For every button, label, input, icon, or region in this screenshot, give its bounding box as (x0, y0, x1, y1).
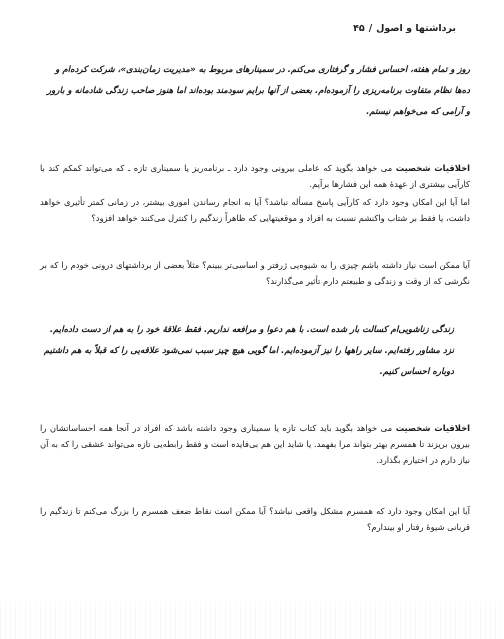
paragraph-text (40, 160, 470, 192)
paragraph-text (40, 420, 470, 469)
paragraph-text: اما آیا این امکان وجود دارد که کارآیی پاسخ مسأله نباشد؟ آیا به انجام رساندن اموری بیشتر، در زمانی کمتر تأثیری خواهد داشت، یا فقط بر شتاب واکنشم نسبت به افراد و موقعیتهایی که ظاهراً زندگیم را کنترل می‌کنند خواهد افزود؟ (40, 197, 470, 224)
paragraph-lead: اخلاقیات شخصیت (395, 163, 470, 173)
scan-artifact (0, 601, 504, 639)
paragraph-quote-2 (40, 320, 454, 383)
paragraph-body: می خواهد بگوید که عاملی بیرونی وجود دارد ـ برنامه‌ریز یا سمیناری تازه ـ که می‌تواند کمکم کند با کارآیی بیشتری از عهدهٔ همه این فشارها برآیم. (40, 163, 470, 190)
paragraph-body: می خواهد بگوید باید کتاب تازه یا سمیناری وجود داشته باشد که افراد در آنجا همه احساساتشان را بیرون بریزند تا همسرم بهتر بتواند مرا بفهمد. یا شاید این هم بی‌فایده است و فقط رابطه‌یی تازه می‌تواند عشقی را که به آن نیاز دارم در اختیارم بگذارد. (40, 423, 470, 466)
header-separator: / (368, 22, 373, 34)
paragraph-lead: اخلاقیات شخصیت (395, 423, 471, 433)
paragraph-2 (40, 160, 470, 192)
paragraph-text: زندگی زناشویی‌ام کسالت بار شده است. با هم دعوا و مرافعه نداریم. فقط علاقهٔ خود را به هم از دست داده‌ایم. نزد مشاور رفته‌ایم. سایر راهها را نیز آزموده‌ایم. اما گویی هیچ چیز سبب نمی‌شود علاقه‌یی را که قبلاً به هم داشتیم دوباره احساس کنیم. (43, 325, 454, 377)
paragraph-6 (40, 420, 470, 469)
running-title: برداشتها و اصول (376, 22, 456, 34)
page-header (40, 20, 470, 36)
paragraph-7 (40, 503, 470, 535)
paragraph-quote-1 (40, 60, 470, 123)
paragraph-text: روز و تمام هفته، احساس فشار و گرفتاری می‌کنم. در سمینارهای مربوط به «مدیریت زمان‌بندی»، شرکت کرده‌ام و ده‌ها نظام متفاوت برنامه‌ریزی را آزموده‌ام. بعضی از آنها برایم سودمند بوده‌اند اما هنوز صاحب زندگی شادمانه و بارور و آرامی که می‌خواهم نیستم. (47, 65, 470, 117)
paragraph-4 (40, 257, 470, 289)
paragraph-3 (40, 194, 470, 226)
paragraph-text: آیا این امکان وجود دارد که همسرم مشکل واقعی نباشد؟ آیا ممکن است نقاط ضعف همسرم را بزرگ می‌کنم تا زندگیم را قربانی شیوهٔ رفتار او بیندارم؟ (40, 506, 470, 533)
paragraph-text: آیا ممکن است نیاز داشته باشم چیزی را به شیوه‌یی ژرفتر و اساسی‌تر ببینم؟ مثلاً بعضی از برداشتهای درونی خودم را که بر نگرشی که از وقت و زندگی و طبیعتم دارم تأثیر می‌گذارند؟ (40, 260, 470, 287)
page-number: ۴۵ (353, 22, 365, 34)
